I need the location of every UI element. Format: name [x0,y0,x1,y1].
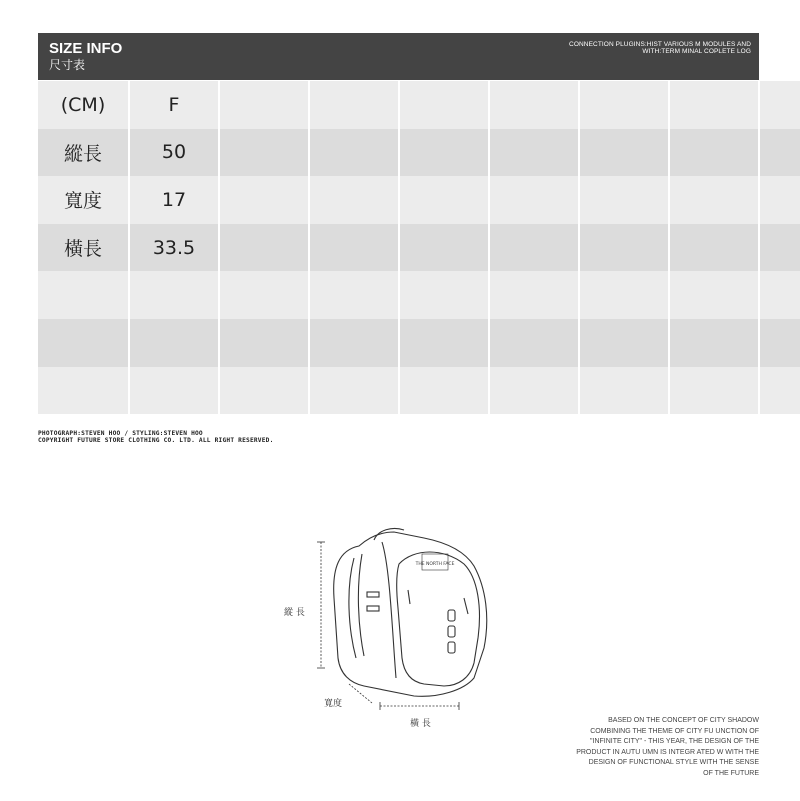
depth-label: 寬度 [324,699,343,709]
brand-logo [415,554,455,570]
table-row [38,129,800,177]
header-note [491,41,751,55]
size-value-cell [399,176,489,224]
size-value-cell [579,129,669,177]
section-title: SIZE INFO [49,40,123,57]
size-value-cell [219,81,309,129]
concept-line: "INFINITE CITY" - THIS YEAR, THE DESIGN OF THE [590,738,759,746]
size-value-cell [579,271,669,319]
size-value-cell [399,129,489,177]
size-value-cell [399,319,489,367]
size-value-cell [219,176,309,224]
size-value-cell [219,319,309,367]
size-value-cell [759,319,800,367]
size-value-cell: 33.5 [129,224,219,272]
logo-text: THE NORTH FACE [415,562,455,567]
backpack-illustration [264,518,534,758]
size-value-cell [669,319,759,367]
size-value-cell [489,224,579,272]
size-value-cell [489,367,579,415]
size-value-cell: F [129,81,219,129]
size-value-cell [759,367,800,415]
size-value-cell [309,319,399,367]
concept-line: BASED ON THE CONCEPT OF CITY SHADOW [608,717,759,724]
size-value-cell [129,271,219,319]
size-value-cell [309,81,399,129]
concept-text [529,716,759,780]
size-value-cell [489,319,579,367]
size-value-cell [489,129,579,177]
size-value-cell [669,81,759,129]
size-value-cell [759,271,800,319]
backpack-outline [334,528,487,696]
credits-line: COPYRIGHT FUTURE STORE CLOTHING CO. LTD. ALL RIGHT RESERVED. [38,437,274,444]
table-row [38,81,800,129]
backpack-diagram [264,518,534,758]
table-row [38,319,800,367]
size-value-cell [759,176,800,224]
size-value-cell [129,367,219,415]
width-label: 橫 長 [410,719,431,729]
size-value-cell [129,319,219,367]
size-value-cell [669,176,759,224]
row-label-cell [38,271,129,319]
header-note-line: WITH:TERM MINAL COPLETE LOG [642,48,751,55]
concept-line: PRODUCT IN AUTU UMN IS INTEGR ATED W WITH THE [576,748,759,756]
size-value-cell [489,271,579,319]
size-value-cell [579,176,669,224]
size-value-cell [219,224,309,272]
size-value-cell [489,81,579,129]
size-value-cell [669,271,759,319]
size-value-cell [399,224,489,272]
size-value-cell [579,81,669,129]
size-value-cell [669,367,759,415]
concept-line: OF THE FUTURE [703,769,759,777]
size-value-cell [669,224,759,272]
size-value-cell [489,176,579,224]
size-value-cell [219,129,309,177]
table-row [38,271,800,319]
row-label-cell: 橫長 [38,224,129,272]
height-label: 縱 長 [284,608,305,618]
size-value-cell [219,271,309,319]
size-value-cell [759,81,800,129]
credits-line: PHOTOGRAPH:STEVEN HOO / STYLING:STEVEN HOO [38,430,203,437]
size-value-cell: 50 [129,129,219,177]
size-value-cell [309,129,399,177]
size-value-cell [669,129,759,177]
table-row [38,367,800,415]
row-label-cell: 縱長 [38,129,129,177]
height-dimension-line [317,542,325,668]
size-value-cell [399,271,489,319]
size-value-cell [219,367,309,415]
width-dimension-line [380,702,459,710]
size-value-cell [399,367,489,415]
size-value-cell [309,271,399,319]
size-value-cell [579,224,669,272]
row-label-cell: 寬度 [38,176,129,224]
size-value-cell [759,129,800,177]
size-value-cell [579,319,669,367]
row-label-cell: (CM) [38,81,129,129]
table-row [38,176,800,224]
size-value-cell [309,367,399,415]
row-label-cell [38,319,129,367]
concept-line: DESIGN OF FUNCTIONAL STYLE WITH THE SENSE [588,759,759,767]
size-info-header [38,33,759,80]
size-value-cell: 17 [129,176,219,224]
size-table [38,81,800,414]
row-label-cell [38,367,129,415]
table-row [38,224,800,272]
size-value-cell [759,224,800,272]
concept-line: COMBINING THE THEME OF CITY FU UNCTION OF [590,727,759,735]
size-value-cell [579,367,669,415]
size-value-cell [309,176,399,224]
section-subtitle: 尺寸表 [49,58,86,72]
size-value-cell [309,224,399,272]
size-value-cell [399,81,489,129]
header-note-line: CONNECTION PLUGINS:HIST VARIOUS M MODULES AND [569,41,751,48]
credits [38,430,274,444]
